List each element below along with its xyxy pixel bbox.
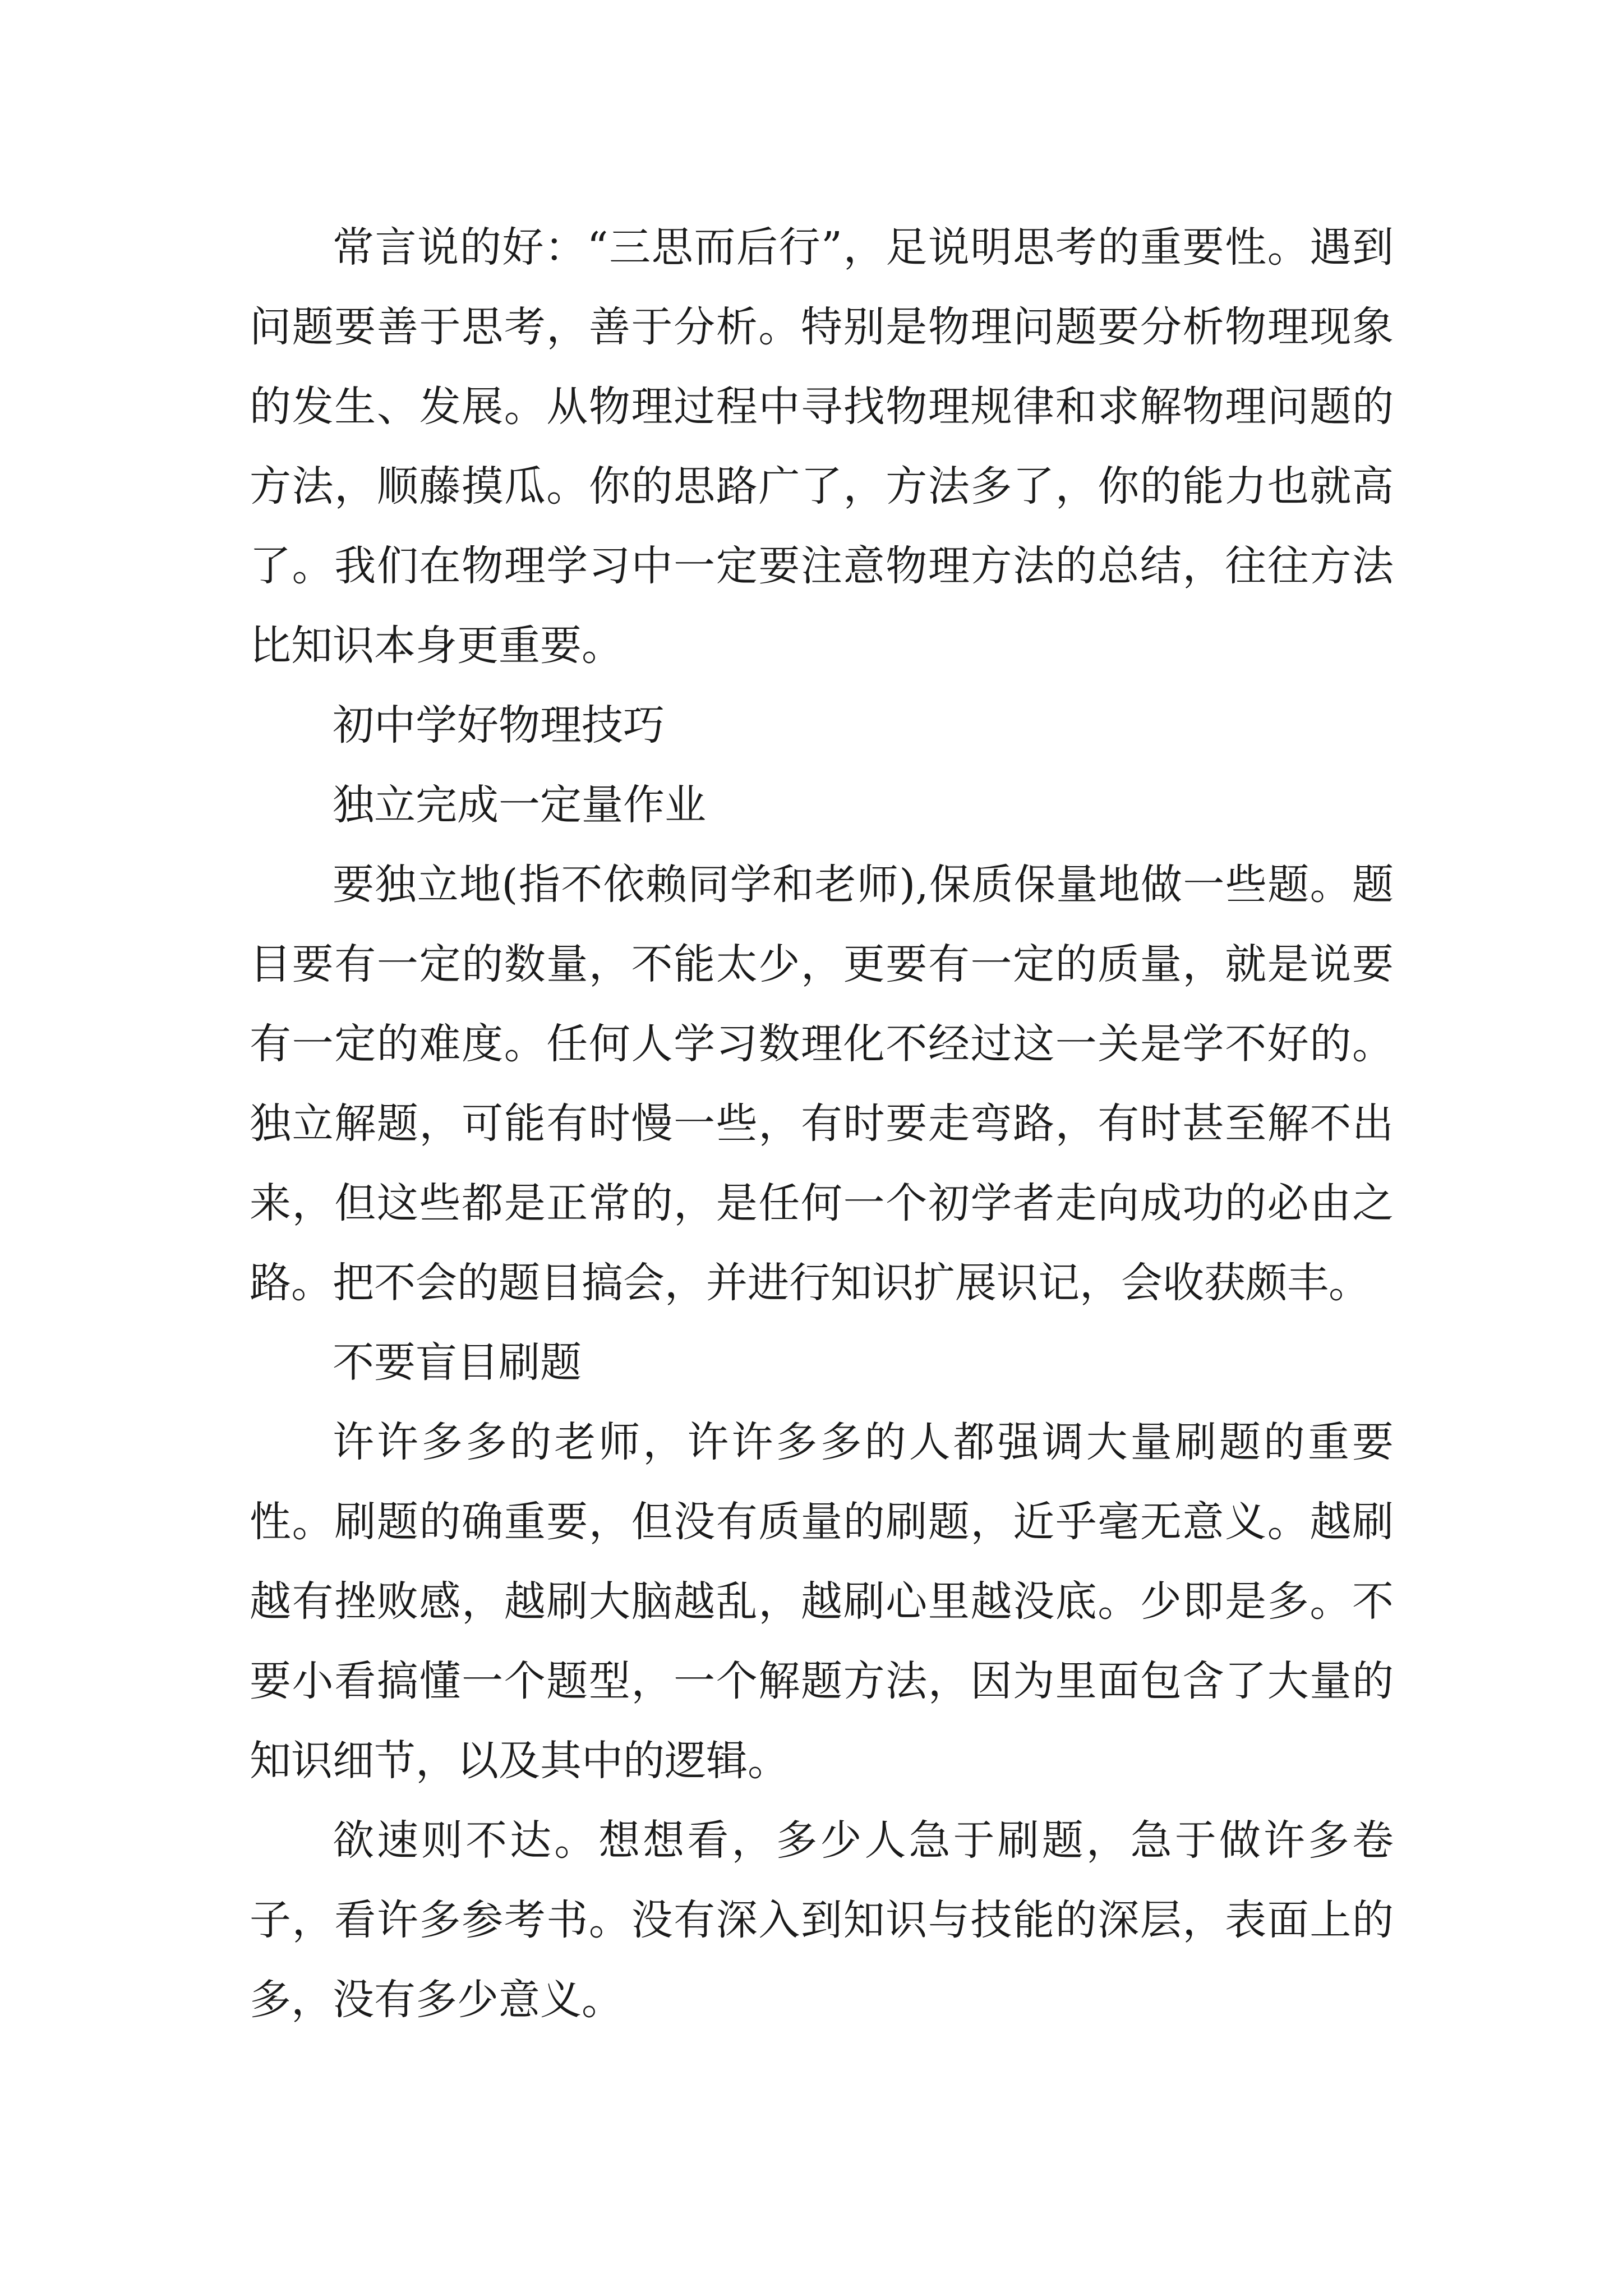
paragraph-blind-drilling: 许许多多的老师，许许多多的人都强调大量刷题的重要性。刷题的确重要，但没有质量的刷题，近乎毫无意义。越刷越有挫败感，越刷大脑越乱，越刷心里越没底。少即是多。不要小看搞懂一个题型，一个解题方法，因为里面包含了大量的知识细节，以及其中的逻辑。 — [250, 1418, 1394, 1785]
subheading-independent-homework: 独立完成一定量作业 — [333, 781, 706, 829]
paragraph-haste: 欲速则不达。想想看，多少人急于刷题，急于做许多卷子，看许多参考书。没有深入到知识与技能的深层，表面上的多，没有多少意义。 — [250, 1816, 1394, 2024]
paragraph-independent-homework: 要独立地(指不依赖同学和老师),保质保量地做一些题。题目要有一定的数量，不能太少，更要有一定的质量，就是说要有一定的难度。任何人学习数理化不经过这一关是学不好的。独立解题，可能有时慢一些，有时要走弯路，有时甚至解不出来，但这些都是正常的，是任何一个初学者走向成功的必由之路。把不会的题目搞会，并进行知识扩展识记，会收获颇丰。 — [250, 861, 1394, 1307]
document-body — [250, 208, 1394, 2040]
heading-physics-tips: 初中学好物理技巧 — [333, 701, 665, 749]
subheading-no-blind-drilling: 不要盲目刷题 — [333, 1338, 582, 1387]
paragraph-thinking: 常言说的好：“三思而后行”，足说明思考的重要性。遇到问题要善于思考，善于分析。特别是物理问题要分析物理现象的发生、发展。从物理过程中寻找物理规律和求解物理问题的方法，顺藤摸瓜。你的思路广了，方法多了，你的能力也就高了。我们在物理学习中一定要注意物理方法的总结，往往方法比知识本身更重要。 — [250, 223, 1394, 670]
